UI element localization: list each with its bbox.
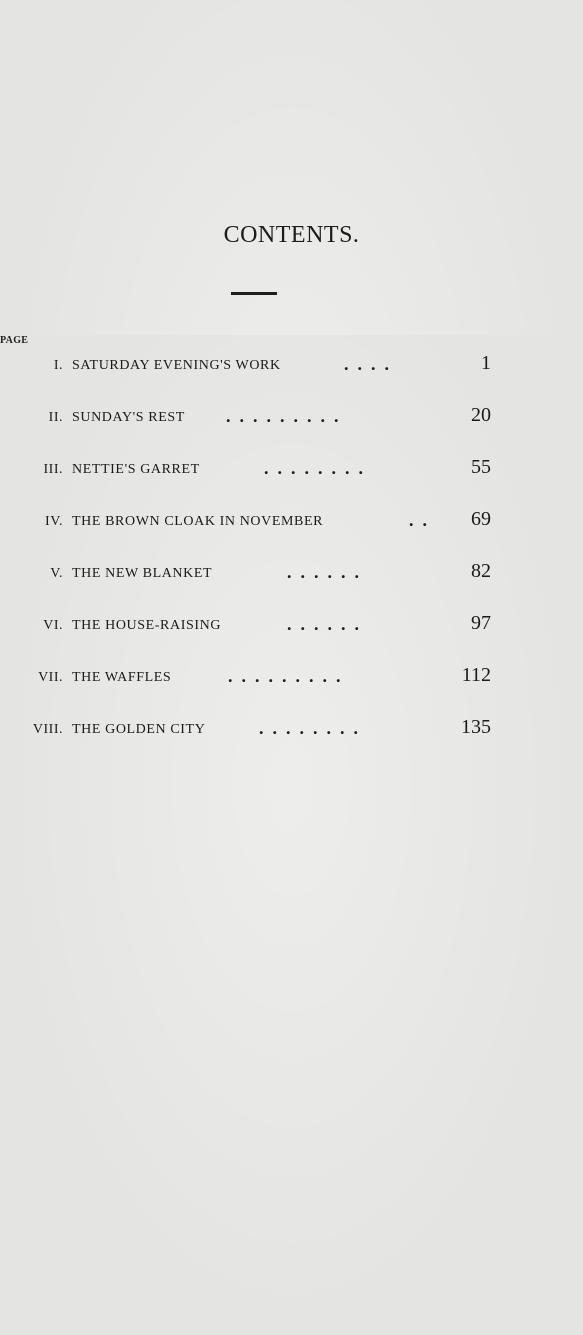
toc-entry bbox=[0, 558, 583, 588]
page-number: 1 bbox=[481, 352, 491, 374]
leader-dots: ......... bbox=[226, 406, 348, 426]
leader-dots: .... bbox=[344, 354, 398, 374]
chapter-number: IV. bbox=[45, 514, 63, 529]
page-number: 112 bbox=[461, 664, 491, 686]
toc-entry bbox=[0, 350, 583, 380]
chapter-number: I. bbox=[53, 358, 63, 373]
title-rule bbox=[231, 292, 277, 295]
page-number: 135 bbox=[461, 716, 491, 738]
chapter-number: VII. bbox=[38, 670, 63, 685]
chapter-title: THE GOLDEN CITY bbox=[72, 722, 206, 737]
leader-dots: ........ bbox=[264, 458, 372, 478]
chapter-title: THE HOUSE-RAISING bbox=[72, 618, 222, 633]
page-header: PAGE bbox=[0, 335, 583, 1335]
toc-entry bbox=[0, 610, 583, 640]
chapter-number: VIII. bbox=[32, 722, 63, 737]
contents-title: CONTENTS. bbox=[223, 222, 360, 248]
page-number: 55 bbox=[471, 456, 491, 478]
chapter-title: THE BROWN CLOAK IN NOVEMBER bbox=[72, 514, 324, 529]
toc-entry bbox=[0, 714, 583, 744]
toc-entry bbox=[0, 454, 583, 484]
leader-dots: ...... bbox=[287, 562, 368, 582]
toc-entry bbox=[0, 662, 583, 692]
page-number: 20 bbox=[471, 404, 491, 426]
chapter-number: III. bbox=[43, 462, 63, 477]
leader-dots: .. bbox=[409, 510, 436, 530]
chapter-title: THE WAFFLES bbox=[72, 670, 172, 685]
chapter-title: SATURDAY EVENING'S WORK bbox=[72, 358, 281, 373]
chapter-title: SUNDAY'S REST bbox=[72, 410, 185, 425]
chapter-number: VI. bbox=[43, 618, 63, 633]
chapter-number: V. bbox=[50, 566, 63, 581]
leader-dots: ...... bbox=[287, 614, 368, 634]
leader-dots: ........ bbox=[259, 718, 367, 738]
page-number: 82 bbox=[471, 560, 491, 582]
chapter-number: II. bbox=[48, 410, 63, 425]
chapter-title: NETTIE'S GARRET bbox=[72, 462, 200, 477]
toc-entry bbox=[0, 506, 583, 536]
page-number: 97 bbox=[471, 612, 491, 634]
toc-entry bbox=[0, 402, 583, 432]
chapter-title: THE NEW BLANKET bbox=[72, 566, 213, 581]
page-number: 69 bbox=[471, 508, 491, 530]
leader-dots: ......... bbox=[228, 666, 350, 686]
